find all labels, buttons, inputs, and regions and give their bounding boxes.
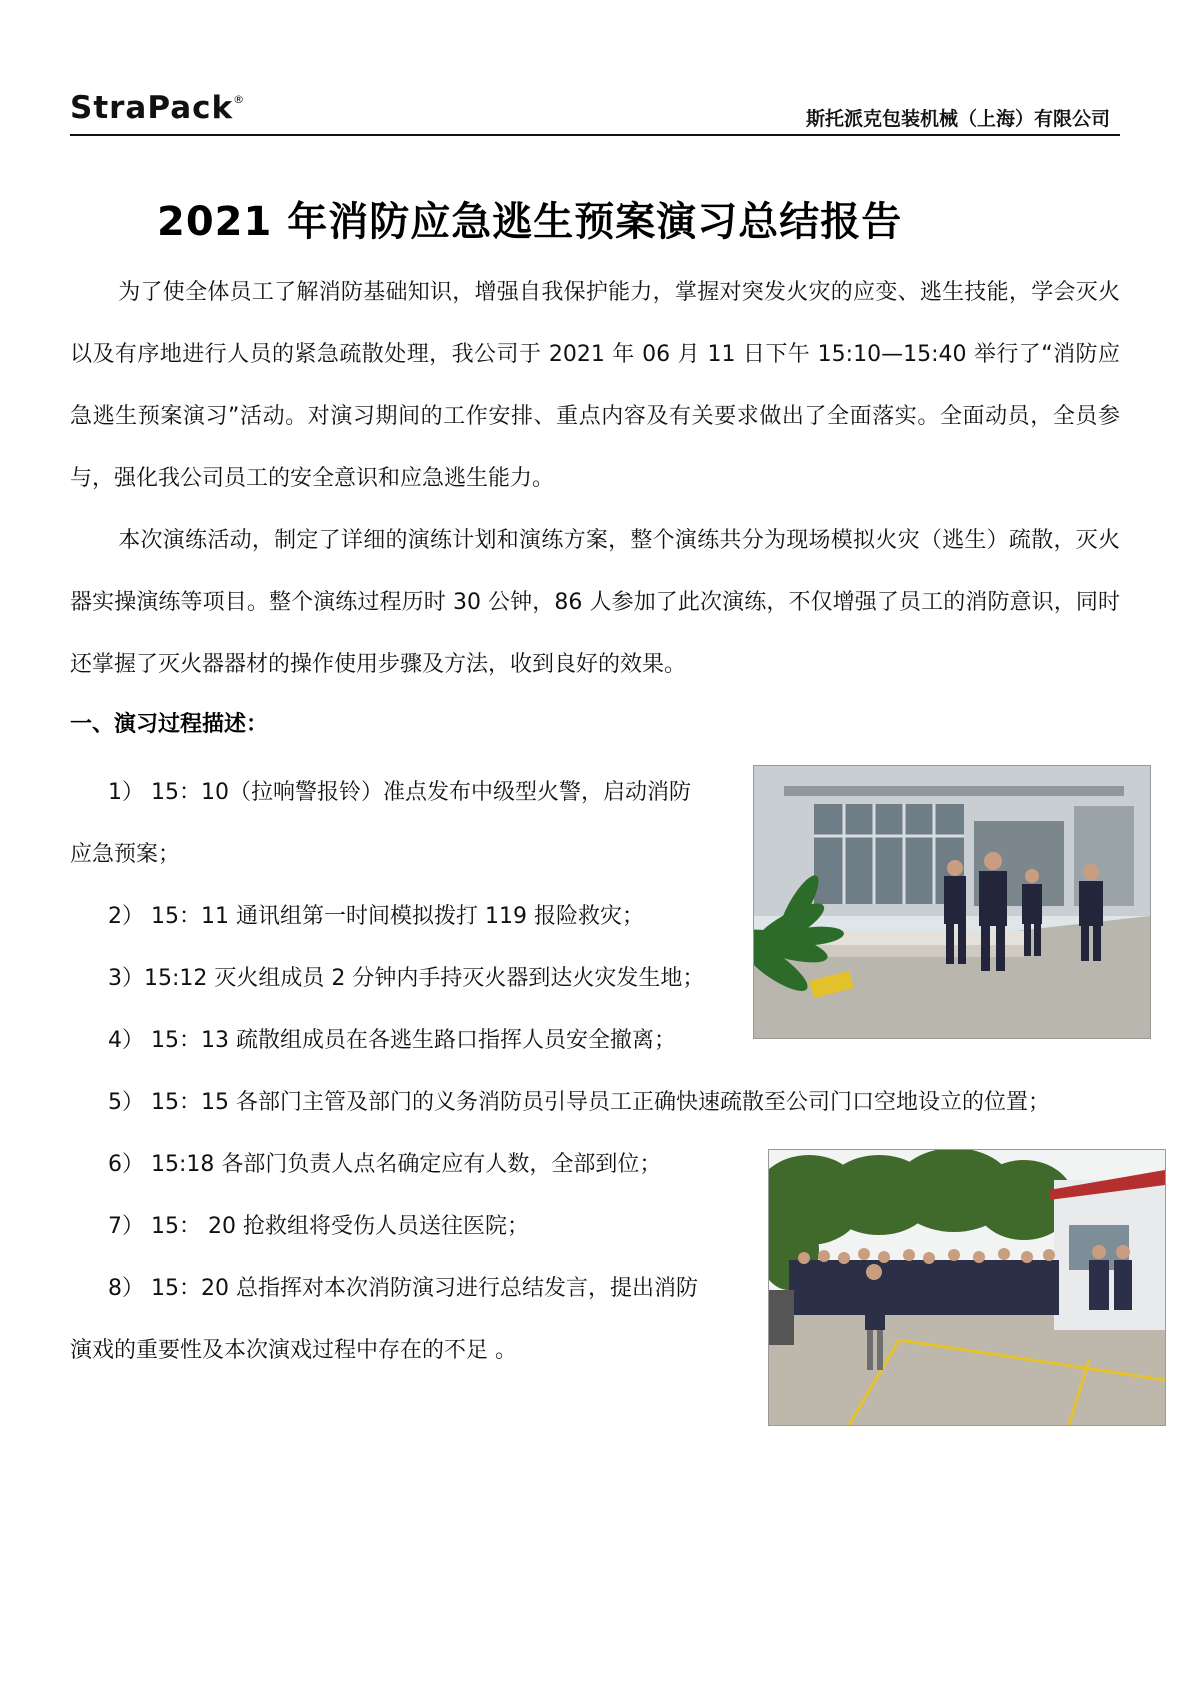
step-5: 5） 15：15 各部门主管及部门的义务消防员引导员工正确快速疏散至公司门口空地设立的位置； [108,1090,1050,1115]
summary-paragraph [70,510,1120,696]
step-2: 2） 15：11 通讯组第一时间模拟拨打 119 报险救灾； [108,904,644,929]
step-6: 6） 15:18 各部门负责人点名确定应有人数，全部到位； [108,1152,662,1177]
registered-mark: ® [233,92,246,106]
intro-paragraph [70,262,1120,510]
logo-text: StraPack [70,90,234,126]
step-4: 4） 15：13 疏散组成员在各逃生路口指挥人员安全撤离； [108,1028,676,1053]
step-1: 1） 15：10（拉响警报铃）准点发布中级型火警，启动消防 [108,780,691,805]
assembly-photo [768,1149,1166,1426]
summary-text: 本次演练活动，制定了详细的演练计划和演练方案，整个演练共分为现场模拟火灾（逃生）疏散，灭火器实操演练等项目。整个演练过程历时 30 公钟，86 人参加了此次演练，不仅增强了员工的消防意识，同时还掌握了灭火器器材的操作使用步骤及方法，收到良好的效果。 [70,528,1120,677]
assembly-photo-image [769,1150,1165,1425]
evacuation-photo-image [754,766,1150,1038]
report-title: 2021 年消防应急逃生预案演习总结报告 [157,199,903,245]
step-1-continued: 应急预案； [70,842,181,867]
step-8-continued: 演戏的重要性及本次演戏过程中存在的不足 。 [70,1338,517,1363]
evacuation-photo [753,765,1151,1039]
section-heading: 一、演习过程描述： [70,712,269,737]
step-7: 7） 15： 20 抢救组将受伤人员送往医院； [108,1214,529,1239]
company-logo [70,90,245,126]
step-8: 8） 15：20 总指挥对本次消防演习进行总结发言，提出消防 [108,1276,698,1301]
intro-text: 为了使全体员工了解消防基础知识，增强自我保护能力，掌握对突发火灾的应变、逃生技能，学会灭火以及有序地进行人员的紧急疏散处理，我公司于 2021 年 06 月 11 日下午 15:10—15:40 举行了“消防应急逃生预案演习”活动。对演习期间的工作安排、重点内容及有关要求做出了全面落实。全面动员，全员参与，强化我公司员工的安全意识和应急逃生能力。 [70,280,1120,491]
page-header [70,88,1120,136]
step-3: 3）15:12 灭火组成员 2 分钟内手持灭火器到达火灾发生地； [108,966,705,991]
company-name: 斯托派克包装机械（上海）有限公司 [805,108,1110,130]
